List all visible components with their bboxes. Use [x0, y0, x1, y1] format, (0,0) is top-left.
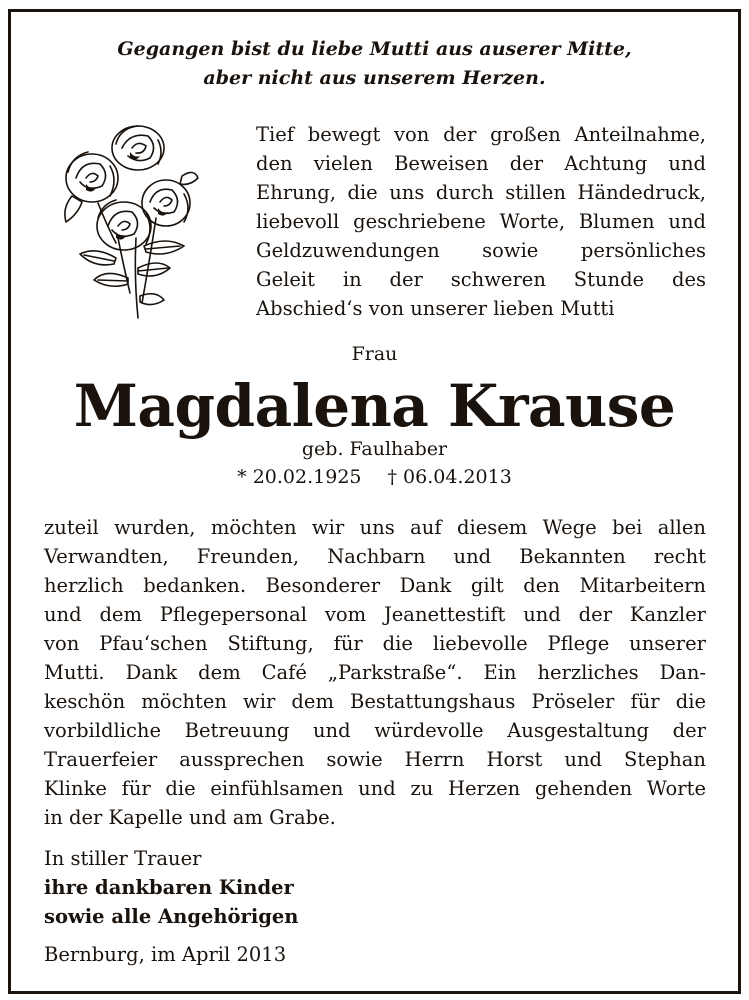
birth-date: * 20.02.1925 [237, 466, 362, 488]
thanks-line: herzlich bedanken. Besonderer Dank gilt den Mitarbeitern [44, 574, 706, 597]
life-dates [0, 463, 749, 492]
intro-text [256, 120, 706, 323]
maiden-name: geb. Faulhaber [301, 438, 448, 460]
closing [44, 844, 298, 931]
thanks-line: vorbildliche Betreuung und würdevolle Ausgestaltung der [44, 719, 706, 742]
thanks-line: Verwandten, Freunden, Nachbarn und Bekannten recht [44, 545, 706, 568]
thanks-line: und dem Pflegepersonal vom Jeanettestift und der Kanzler [44, 603, 706, 626]
intro-line: Abschied‘s von unserer lieben Mutti [256, 297, 615, 320]
thanks-line: von Pfau‘schen Stiftung, für die liebevolle Pflege unserer [44, 632, 706, 655]
salutation: Frau [351, 343, 398, 365]
signer-line: sowie alle Angehörigen [44, 905, 299, 928]
intro-line: Geleit in der schweren Stunde des [256, 268, 706, 291]
thanks-line: in der Kapelle und am Grabe. [44, 806, 336, 829]
intro-line: Ehrung, die uns durch stillen Händedruck, [256, 181, 706, 204]
intro-line: Geldzuwendungen sowie persönliches [256, 239, 706, 262]
intro-line: liebevoll geschriebene Worte, Blumen und [256, 210, 706, 233]
thanks-line: zuteil wurden, möchten wir uns auf diesem Wege bei allen [44, 516, 706, 539]
signer-line: ihre dankbaren Kinder [44, 876, 294, 899]
motto [0, 35, 749, 93]
thanks-line: Mutti. Dank dem Café „Parkstraße“. Ein herzliches Dan- [44, 661, 706, 684]
place-date: Bernburg, im April 2013 [44, 943, 287, 966]
thanks-line: Trauerfeier aussprechen sowie Herrn Horst und Stephan [44, 748, 706, 771]
thanks-line: Klinke für die einfühlsamen und zu Herzen gehenden Worte [44, 777, 706, 800]
thanks-text [44, 513, 706, 832]
motto-line: aber nicht aus unserem Herzen. [203, 67, 546, 89]
roses-illustration [58, 118, 200, 323]
deceased-name: Magdalena Krause [73, 372, 676, 440]
closing-intro: In stiller Trauer [44, 847, 202, 870]
thanks-line: keschön möchten wir dem Bestattungshaus Pröseler für die [44, 690, 706, 713]
motto-line: Gegangen bist du liebe Mutti aus auserer Mitte, [117, 38, 632, 60]
death-date: † 06.04.2013 [387, 466, 512, 488]
intro-line: den vielen Beweisen der Achtung und [256, 152, 706, 175]
intro-line: Tief bewegt von der großen Anteilnahme, [256, 123, 706, 146]
